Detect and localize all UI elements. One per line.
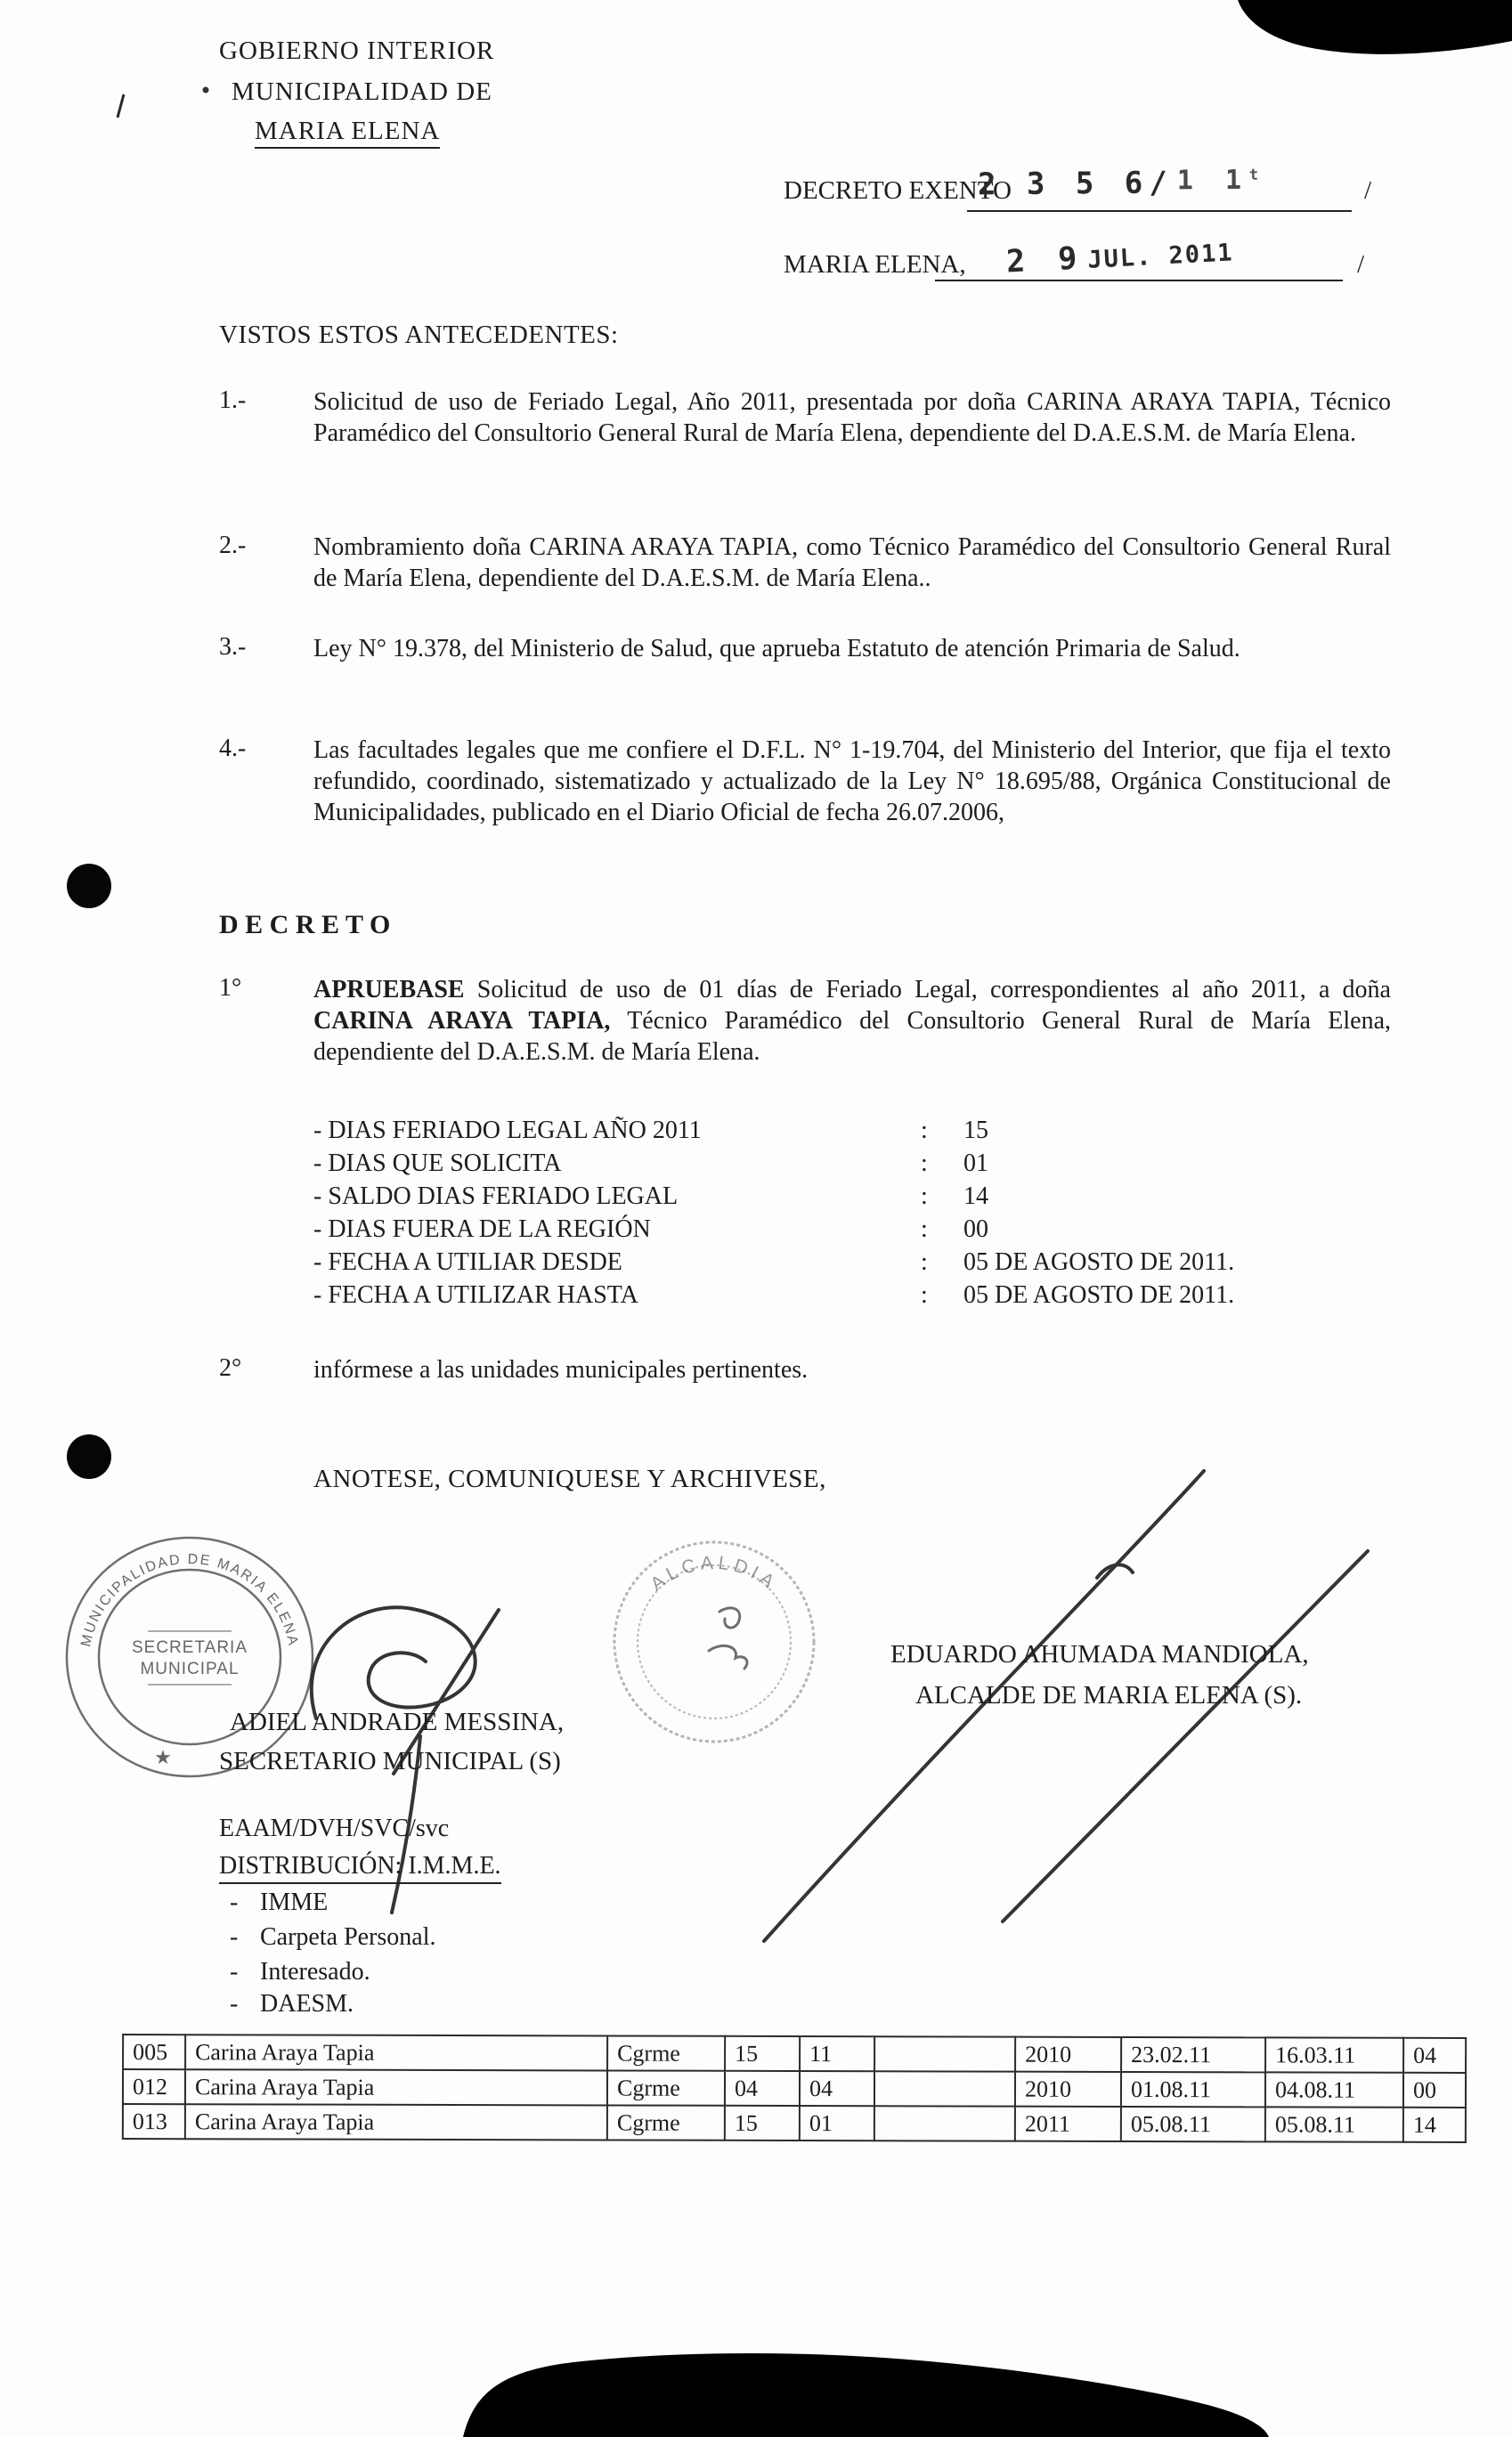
detail-value: 05 DE AGOSTO DE 2011. xyxy=(963,1248,1235,1276)
distribucion-item-label: IMME xyxy=(260,1889,329,1916)
letterhead-comuna: MARIA ELENA xyxy=(255,117,440,149)
decreto-title: D E C R E T O xyxy=(219,910,391,939)
detail-colon: : xyxy=(921,1149,928,1177)
alcalde-signature-stroke-2 xyxy=(1003,1551,1368,1921)
table-row xyxy=(123,2035,1466,2073)
stamp-ring-text: MUNICIPALIDAD DE MARIA ELENA xyxy=(78,1551,301,1649)
svg-text:ALCALDIA xyxy=(646,1553,781,1595)
distribucion-item-interesado xyxy=(230,1958,370,1986)
detail-colon: : xyxy=(921,1281,928,1309)
cell-date-from: 01.08.11 xyxy=(1121,2072,1265,2107)
distribucion-item-daesm xyxy=(230,1990,354,2019)
cell-code: Cgrme xyxy=(607,2070,725,2105)
cell-date-to: 16.03.11 xyxy=(1265,2037,1403,2072)
cell-employee: Carina Araya Tapia xyxy=(185,2069,607,2105)
alcalde-name: EDUARDO AHUMADA MANDIOLA, xyxy=(890,1640,1309,1669)
distribucion-item-label: Interesado. xyxy=(260,1958,370,1986)
detail-row-dias-fuera xyxy=(313,1215,1159,1247)
scan-artifact-bottom-blob xyxy=(463,2353,1269,2437)
decree-number-label: DECRETO EXENTO xyxy=(784,176,1012,205)
letterhead-gobierno: GOBIERNO INTERIOR xyxy=(219,37,495,65)
distribucion-heading: DISTRIBUCIÓN: I.M.M.E. xyxy=(219,1852,501,1884)
decree-number-slash: / xyxy=(1364,176,1372,205)
vistos-title: VISTOS ESTOS ANTECEDENTES: xyxy=(219,321,619,349)
stamp-text-secretaria: SECRETARIA xyxy=(131,1638,248,1657)
decree-number-main: 2 3 5 6/ xyxy=(977,165,1174,203)
table-row xyxy=(123,2069,1466,2108)
cell-balance: 00 xyxy=(1403,2073,1466,2108)
scan-artifact-punch-dot-2 xyxy=(67,1434,111,1479)
alcalde-signature-tick xyxy=(1097,1564,1133,1578)
cell-code: Cgrme xyxy=(607,2105,725,2140)
secretario-signature-stroke xyxy=(312,1607,476,1718)
date-stamp-rest: JUL. 2011 xyxy=(1086,239,1235,274)
dash-bullet: - xyxy=(230,1990,239,2018)
alcaldia-stamp xyxy=(607,1535,821,1749)
scan-artifact-stray-dot xyxy=(203,87,209,93)
cell-year: 2010 xyxy=(1015,2037,1121,2072)
decree-city-label: MARIA ELENA, xyxy=(784,250,966,279)
cell-year: 2010 xyxy=(1015,2072,1121,2107)
detail-label: - DIAS FERIADO LEGAL AÑO 2011 xyxy=(313,1117,702,1144)
cell-date-from: 23.02.11 xyxy=(1121,2037,1265,2072)
scan-artifact-punch-dot-1 xyxy=(67,864,111,908)
detail-colon: : xyxy=(921,1215,928,1243)
distribucion-item-imme xyxy=(230,1889,328,1917)
cell-date-to: 04.08.11 xyxy=(1265,2072,1403,2107)
stamp-ink-scribble-2 xyxy=(709,1645,747,1669)
item-number: 1° xyxy=(219,974,242,1002)
detail-colon: : xyxy=(921,1117,928,1144)
item-text: Nombramiento doña CARINA ARAYA TAPIA, como Técnico Paramédico del Consultorio General Rural de María Elena, dependiente del D.A.E.S.M. de María Elena.. xyxy=(313,533,1391,592)
stamp-ring-text: ALCALDIA xyxy=(646,1552,782,1596)
stamp-text-municipal: MUNICIPAL xyxy=(140,1660,240,1678)
decree-number-mark: t xyxy=(1248,166,1259,184)
detail-row-fecha-hasta xyxy=(313,1281,1235,1313)
secretario-title: SECRETARIO MUNICIPAL (S) xyxy=(219,1747,561,1775)
cell-code: Cgrme xyxy=(607,2035,725,2070)
detail-row-dias-solicita xyxy=(313,1149,1159,1182)
cell-days-total: 15 xyxy=(725,2036,800,2071)
cell-date-from: 05.08.11 xyxy=(1121,2107,1265,2141)
cell-decree-num: 005 xyxy=(123,2035,185,2069)
cell-decree-num: 012 xyxy=(123,2069,185,2104)
detail-colon: : xyxy=(921,1182,928,1210)
item-text-part: Solicitud de uso de 01 días de Feriado Legal, correspondientes al año 2011, a doña xyxy=(464,976,1391,1003)
decree-date-slash: / xyxy=(1357,250,1365,279)
item-text: Ley N° 19.378, del Ministerio de Salud, que aprueba Estatuto de atención Primaria de Salud. xyxy=(313,635,1240,662)
anotese-line: ANOTESE, COMUNIQUESE Y ARCHIVESE, xyxy=(313,1465,826,1493)
item-number: 2° xyxy=(219,1354,242,1382)
employee-name: CARINA ARAYA TAPIA, xyxy=(313,1007,611,1035)
cell-decree-num: 013 xyxy=(123,2104,185,2139)
decreto-item-1 xyxy=(219,974,1391,1068)
detail-value: 14 xyxy=(963,1182,988,1210)
cell-days-used: 01 xyxy=(800,2106,874,2140)
stamp-ink-scribble-1 xyxy=(719,1608,740,1628)
apruebase-keyword: APRUEBASE xyxy=(313,976,465,1003)
feriado-log-table xyxy=(122,2034,1467,2143)
decree-number-underline xyxy=(967,210,1352,212)
cell-empty xyxy=(874,2071,1015,2106)
item-text: infórmese a las unidades municipales pertinentes. xyxy=(313,1356,809,1384)
detail-row-dias-feriado xyxy=(313,1117,1159,1149)
detail-value: 05 DE AGOSTO DE 2011. xyxy=(963,1281,1235,1309)
cell-date-to: 05.08.11 xyxy=(1265,2107,1403,2141)
date-stamp-day: 2 9 xyxy=(1005,240,1085,280)
vistos-item-2 xyxy=(219,532,1391,594)
cell-employee: Carina Araya Tapia xyxy=(185,2104,607,2140)
alcalde-title: ALCALDE DE MARIA ELENA (S). xyxy=(915,1681,1303,1710)
letterhead-municipalidad: MUNICIPALIDAD DE xyxy=(232,77,492,106)
detail-label: - FECHA A UTILIZAR HASTA xyxy=(313,1281,638,1309)
item-number: 1.- xyxy=(219,386,247,414)
decree-date-underline xyxy=(935,280,1343,281)
cell-days-total: 04 xyxy=(725,2071,800,2106)
item-text xyxy=(313,974,1391,1068)
cell-days-used: 04 xyxy=(800,2071,874,2106)
detail-value: 15 xyxy=(963,1117,988,1144)
svg-text:MUNICIPALIDAD DE MARIA ELENA xyxy=(78,1552,300,1648)
detail-label: - DIAS QUE SOLICITA xyxy=(313,1149,562,1177)
cell-year: 2011 xyxy=(1015,2107,1121,2141)
decree-number-stamp xyxy=(978,165,1259,203)
vistos-item-3 xyxy=(219,633,1391,664)
detail-colon: : xyxy=(921,1248,928,1276)
secretario-name: ADIEL ANDRADE MESSINA, xyxy=(230,1708,565,1736)
distribucion-item-carpeta xyxy=(230,1923,436,1952)
detail-label: - DIAS FUERA DE LA REGIÓN xyxy=(313,1215,651,1243)
dash-bullet: - xyxy=(230,1923,239,1951)
cell-balance: 14 xyxy=(1403,2108,1466,2142)
decree-number-sub: 1 1 xyxy=(1176,164,1250,197)
dash-bullet: - xyxy=(230,1889,239,1916)
distribucion-item-label: DAESM. xyxy=(260,1990,354,2018)
item-number: 3.- xyxy=(219,633,247,661)
vistos-item-1 xyxy=(219,386,1391,449)
detail-label: - SALDO DIAS FERIADO LEGAL xyxy=(313,1182,679,1210)
table-row xyxy=(123,2104,1466,2142)
cell-days-used: 11 xyxy=(800,2036,874,2071)
item-text: Las facultades legales que me confiere el D.F.L. N° 1-19.704, del Ministerio del Interior, que fija el texto refundido, coordinado, sistematizado y actualizado de la Ley N° 18.695/88, Orgánica Constitucional de Municipalidades, publicado en el Diario Oficial de fecha 26.07.2006, xyxy=(313,736,1391,826)
stamp-star-icon: ★ xyxy=(154,1746,172,1768)
detail-label: - FECHA A UTILIAR DESDE xyxy=(313,1248,622,1276)
cell-employee: Carina Araya Tapia xyxy=(185,2035,607,2070)
dash-bullet: - xyxy=(230,1958,239,1986)
detail-row-fecha-desde xyxy=(313,1248,1235,1280)
item-text: Solicitud de uso de Feriado Legal, Año 2011, presentada por doña CARINA ARAYA TAPIA, Técnico Paramédico del Consultorio General Rural de María Elena, dependiente del D.A.E.S.M. de María Elena. xyxy=(313,388,1391,447)
detail-value: 01 xyxy=(963,1149,988,1177)
item-number: 4.- xyxy=(219,735,247,762)
stamp-outer-ring xyxy=(67,1538,313,1776)
cell-days-total: 15 xyxy=(725,2106,800,2140)
item-number: 2.- xyxy=(219,532,247,559)
decreto-item-2 xyxy=(219,1354,1391,1385)
cell-empty xyxy=(874,2036,1015,2071)
vistos-item-4 xyxy=(219,735,1391,828)
decree-date-stamp xyxy=(1005,232,1234,280)
cell-balance: 04 xyxy=(1403,2038,1466,2073)
letterhead xyxy=(219,36,494,146)
responsibility-initials: EAAM/DVH/SVC/svc xyxy=(219,1815,450,1842)
cell-empty xyxy=(874,2106,1015,2140)
distribucion-item-label: Carpeta Personal. xyxy=(260,1923,436,1951)
detail-row-saldo-dias xyxy=(313,1182,1159,1214)
detail-value: 00 xyxy=(963,1215,988,1243)
scan-artifact-top-right-blob xyxy=(1238,0,1512,54)
item-text-part: Técnico Paramédico del Consultorio General Rural de María Elena, dependiente del D.A.E.S.M. de María Elena. xyxy=(313,1007,1391,1066)
scan-artifact-stray-tick xyxy=(118,94,124,118)
